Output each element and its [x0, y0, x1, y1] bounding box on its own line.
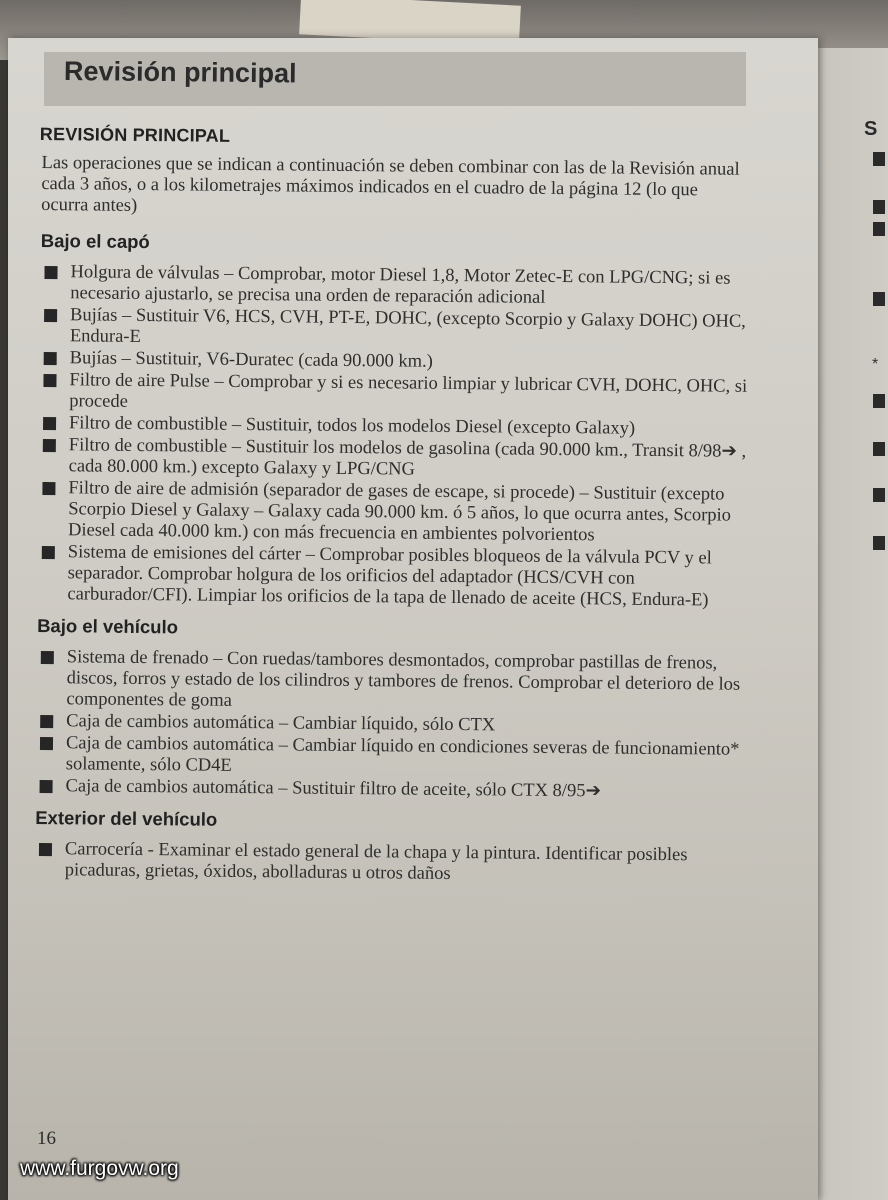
next-page-bullet [873, 292, 885, 306]
next-page-bullet [873, 152, 885, 166]
square-bullet-icon [40, 715, 53, 728]
list-item-text: Caja de cambios automática – Sustituir filtro de aceite, sólo CTX 8/95➔ [65, 776, 602, 802]
list-item [38, 305, 748, 354]
list-item-text: Filtro de aire Pulse – Comprobar y si es necesario limpiar y lubricar CVH, DOHC, OHC, si procede [69, 370, 748, 412]
intro-paragraph: Las operaciones que se indican a continuación se deben combinar con las de la Revisión anual cada 3 años, o a los kilometrajes máximos indicados en el cuadro de la página 12 (lo que ocurra antes) [41, 153, 740, 216]
next-page-bullet [873, 536, 885, 550]
section-heading-bajo-capo: Bajo el capó [40, 230, 150, 253]
next-page-bullet [873, 442, 885, 456]
list-item [34, 733, 744, 782]
list-item [38, 262, 748, 311]
checklist-bajo-vehiculo [33, 647, 744, 804]
list-item-text: Caja de cambios automática – Cambiar líquido en condiciones severas de funcionamiento* solamente, sólo CD4E [65, 733, 740, 776]
list-item [37, 435, 747, 484]
list-item [34, 647, 745, 717]
list-item [37, 370, 747, 419]
next-page-bullet [873, 222, 885, 236]
list-item [35, 542, 746, 612]
main-heading: REVISIÓN PRINCIPAL [39, 123, 231, 146]
list-item-text: Bujías – Sustituir, V6-Duratec (cada 90.000 km.) [69, 348, 433, 372]
next-page-star: * [872, 356, 879, 373]
square-bullet-icon [44, 352, 57, 365]
page-content [33, 118, 750, 898]
square-bullet-icon [44, 309, 57, 322]
section-heading-exterior: Exterior del vehículo [35, 806, 218, 830]
square-bullet-icon [42, 546, 55, 559]
square-bullet-icon [40, 780, 53, 793]
page-number: 16 [37, 1128, 56, 1149]
list-item-text: Filtro de combustible – Sustituir los modelos de gasolina (cada 90.000 km., Transit 8/98➔ , cada 80.000 km.) excepto Galaxy y LPG/CNG [68, 435, 747, 480]
square-bullet-icon [43, 439, 56, 452]
page-title: Revisión principal [63, 56, 297, 89]
list-item-text: Holgura de válvulas – Comprobar, motor Diesel 1,8, Motor Zetec-E con LPG/CNG; si es necesario ajustarlo, se precisa una orden de reparación adicional [70, 262, 731, 308]
checklist-exterior [33, 839, 743, 888]
list-item-text: Sistema de frenado – Con ruedas/tambores desmontados, comprobar pastillas de frenos, discos, forros y estado de los cilindros y tambores de frenos. Comprobar el deterioro de los componentes de goma [66, 647, 741, 711]
watermark: www.furgovw.org [20, 1157, 179, 1180]
checklist-bajo-capo [35, 262, 748, 612]
list-item-text: Carrocería - Examinar el estado general de la chapa y la pintura. Identificar posibles picaduras, grietas, óxidos, abolladuras u otros daños [64, 839, 688, 884]
square-bullet-icon [43, 417, 56, 430]
next-page-bullet [873, 394, 885, 408]
next-page-edge [808, 48, 888, 1200]
list-item-text: Caja de cambios automática – Cambiar líquido, sólo CTX [66, 711, 496, 736]
square-bullet-icon [43, 374, 56, 387]
next-page-letter: S [864, 118, 878, 140]
section-heading-bajo-vehiculo: Bajo el vehículo [37, 614, 179, 638]
list-item [36, 478, 747, 548]
square-bullet-icon [41, 651, 54, 664]
list-item-text: Filtro de combustible – Sustituir, todos los modelos Diesel (excepto Galaxy) [68, 413, 636, 439]
list-item-text: Bujías – Sustituir V6, HCS, CVH, PT-E, DOHC, (excepto Scorpio y Galaxy DOHC) OHC, Endura-E [69, 305, 746, 347]
next-page-bullet [873, 488, 885, 502]
square-bullet-icon [42, 482, 55, 495]
next-page-bullet [873, 200, 885, 214]
list-item-text: Filtro de aire de admisión (separador de gases de escape, si procede) – Sustituir (excepto Scorpio Diesel y Galaxy – Galaxy cada 90.000 km. ó 5 años, lo que ocurra antes, Scorpio Diesel cada 40.000 km.) con más frecuencia en ambientes polvorientos [67, 478, 732, 546]
square-bullet-icon [44, 266, 57, 279]
list-item [33, 839, 743, 888]
list-item-text: Sistema de emisiones del cárter – Comprobar posibles bloqueos de la válvula PCV y el separador. Comprobar holgura de los orificios del adaptador (HCS/CVH con carburador/CFI). Limpiar los orificios de la tapa de llenado de aceite (HCS, Endura-E) [67, 542, 712, 611]
square-bullet-icon [39, 843, 52, 856]
square-bullet-icon [40, 737, 53, 750]
